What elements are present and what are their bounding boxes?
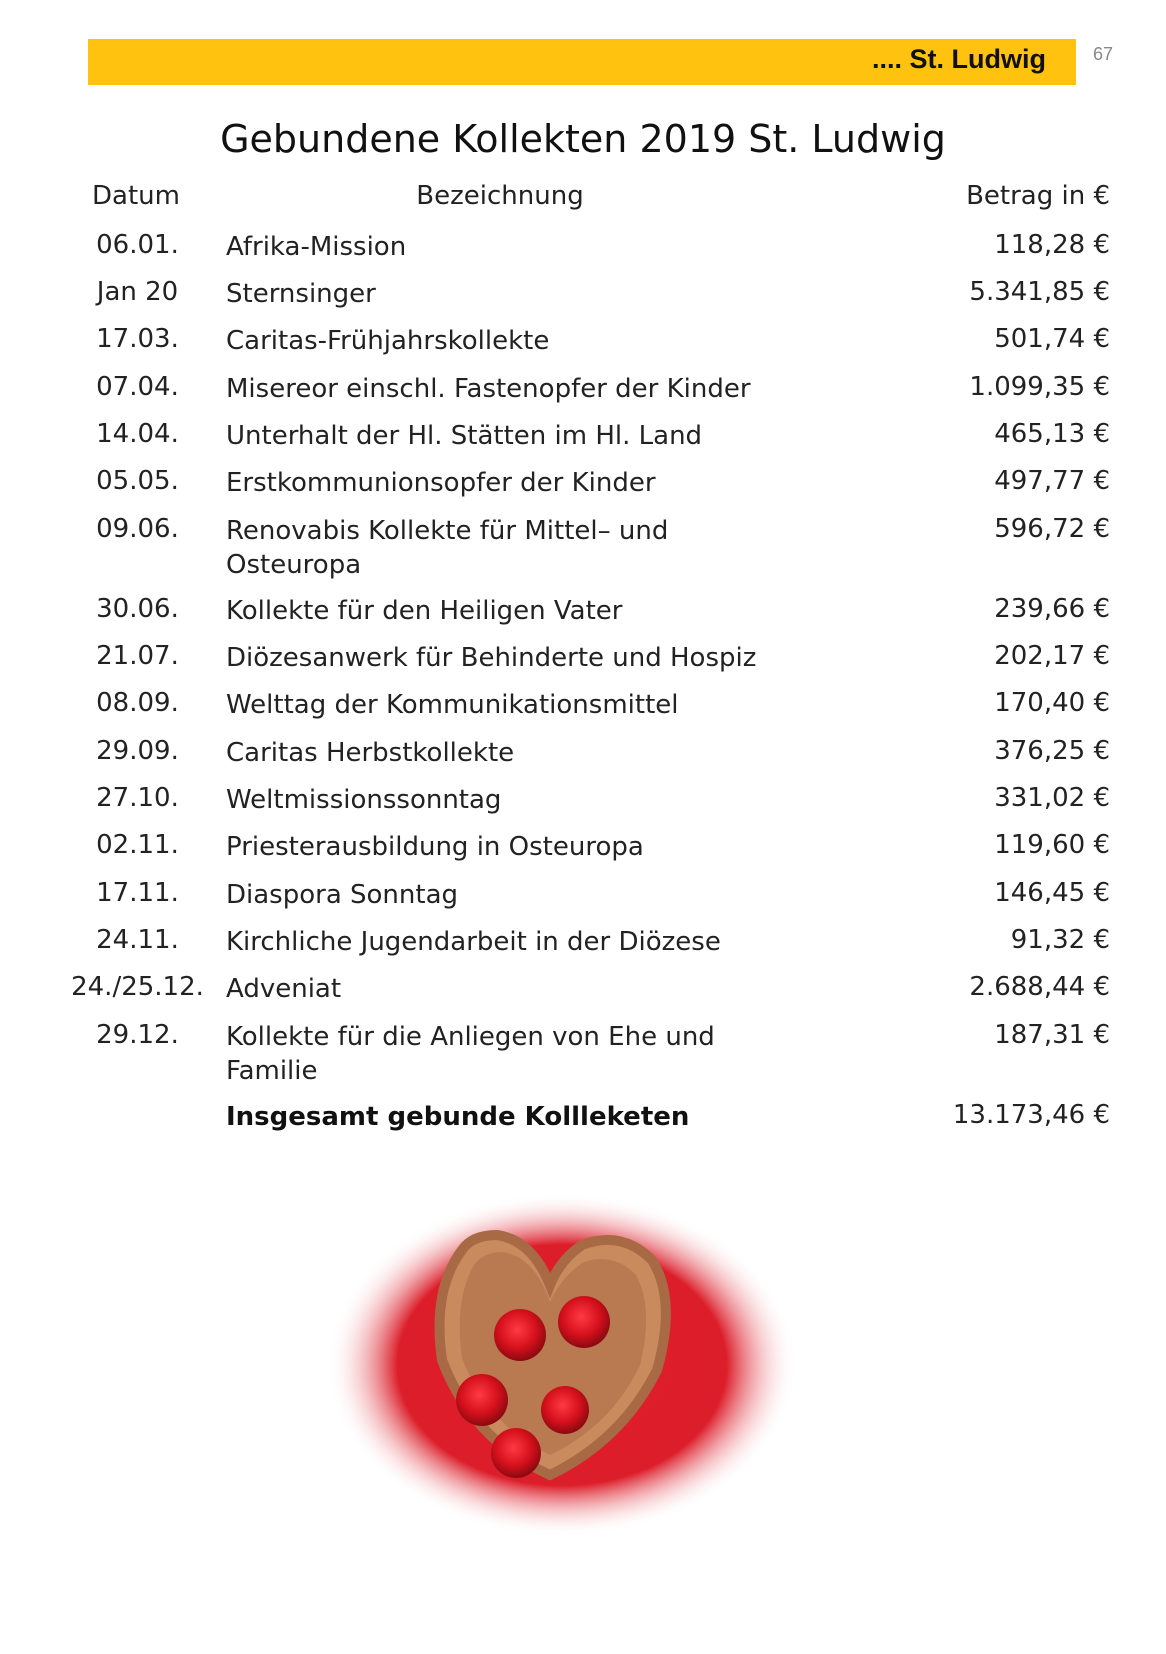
table-row: [0, 830, 1166, 878]
row-description: Priesterausbildung in Osteuropa: [226, 832, 644, 862]
row-description: Erstkommunionsopfer der Kinder: [226, 468, 656, 498]
row-amount: 465,13 €: [994, 419, 1110, 449]
table-row: [0, 324, 1166, 372]
row-date: 02.11.: [96, 830, 179, 860]
row-date: 05.05.: [96, 466, 179, 496]
row-date: 08.09.: [96, 688, 179, 718]
table-row: [0, 594, 1166, 641]
row-date: 17.11.: [96, 878, 179, 908]
table-row: [0, 277, 1166, 324]
table-row: [0, 466, 1166, 514]
row-amount: 118,28 €: [994, 230, 1110, 260]
row-description: Adveniat: [226, 974, 342, 1004]
table-row: [0, 878, 1166, 925]
row-amount: 596,72 €: [994, 514, 1110, 544]
collection-table: [0, 230, 1166, 1148]
section-label: .... St. Ludwig: [872, 44, 1046, 74]
row-date: 24./25.12.: [71, 972, 204, 1002]
row-description: Caritas Herbstkollekte: [226, 738, 515, 768]
row-date: 24.11.: [96, 925, 179, 955]
row-amount: 376,25 €: [994, 736, 1110, 766]
row-amount: 187,31 €: [994, 1020, 1110, 1050]
row-description: Kirchliche Jugendarbeit in der Diözese: [226, 927, 721, 957]
total-label: Insgesamt gebunde Kollleketen: [226, 1102, 690, 1132]
row-amount: 202,17 €: [994, 641, 1110, 671]
row-description: Kollekte für die Anliegen von Ehe und Familie: [226, 1022, 715, 1086]
table-row: [0, 641, 1166, 688]
row-date: 29.12.: [96, 1020, 179, 1050]
table-row: [0, 514, 1166, 594]
header-bar: [88, 39, 1076, 85]
row-description: Renovabis Kollekte für Mittel– und Osteuropa: [226, 516, 669, 580]
table-row: [0, 419, 1166, 466]
row-description: Sternsinger: [226, 279, 376, 309]
row-description: Diaspora Sonntag: [226, 880, 459, 910]
table-row: [0, 1020, 1166, 1100]
total-row: [0, 1100, 1166, 1148]
table-row: [0, 372, 1166, 419]
page-title: Gebundene Kollekten 2019 St. Ludwig: [220, 117, 946, 161]
table-row: [0, 736, 1166, 783]
row-amount: 170,40 €: [994, 688, 1110, 718]
row-date: 29.09.: [96, 736, 179, 766]
row-amount: 501,74 €: [994, 324, 1110, 354]
row-amount: 497,77 €: [994, 466, 1110, 496]
column-header-description: Bezeichnung: [416, 181, 584, 211]
table-row: [0, 230, 1166, 277]
row-description: Misereor einschl. Fastenopfer der Kinder: [226, 374, 751, 404]
row-amount: 1.099,35 €: [969, 372, 1110, 402]
row-description: Afrika-Mission: [226, 232, 407, 262]
row-date: 07.04.: [96, 372, 179, 402]
row-description: Kollekte für den Heiligen Vater: [226, 596, 623, 626]
row-date: 21.07.: [96, 641, 179, 671]
row-description: Weltmissionssonntag: [226, 785, 502, 815]
row-description: Diözesanwerk für Behinderte und Hospiz: [226, 643, 757, 673]
table-row: [0, 925, 1166, 972]
row-date: 27.10.: [96, 783, 179, 813]
row-amount: 239,66 €: [994, 594, 1110, 624]
row-description: Caritas-Frühjahrskollekte: [226, 326, 550, 356]
row-amount: 119,60 €: [994, 830, 1110, 860]
row-amount: 331,02 €: [994, 783, 1110, 813]
heart-bowl-roses-photo: [322, 1190, 802, 1540]
row-date: 14.04.: [96, 419, 179, 449]
row-date: 17.03.: [96, 324, 179, 354]
table-row: [0, 972, 1166, 1020]
row-description: Welttag der Kommunikationsmittel: [226, 690, 679, 720]
table-row: [0, 688, 1166, 736]
row-description: Unterhalt der Hl. Stätten im Hl. Land: [226, 421, 703, 451]
row-amount: 146,45 €: [994, 878, 1110, 908]
table-row: [0, 783, 1166, 830]
row-date: 09.06.: [96, 514, 179, 544]
column-header-amount: Betrag in €: [966, 181, 1110, 211]
row-amount: 5.341,85 €: [969, 277, 1110, 307]
page-number: 67: [1093, 44, 1114, 64]
row-date: 06.01.: [96, 230, 179, 260]
row-amount: 91,32 €: [1010, 925, 1110, 955]
column-header-date: Datum: [92, 181, 180, 211]
row-amount: 2.688,44 €: [969, 972, 1110, 1002]
row-date: 30.06.: [96, 594, 179, 624]
total-amount: 13.173,46 €: [952, 1100, 1110, 1130]
row-date: Jan 20: [96, 277, 179, 307]
